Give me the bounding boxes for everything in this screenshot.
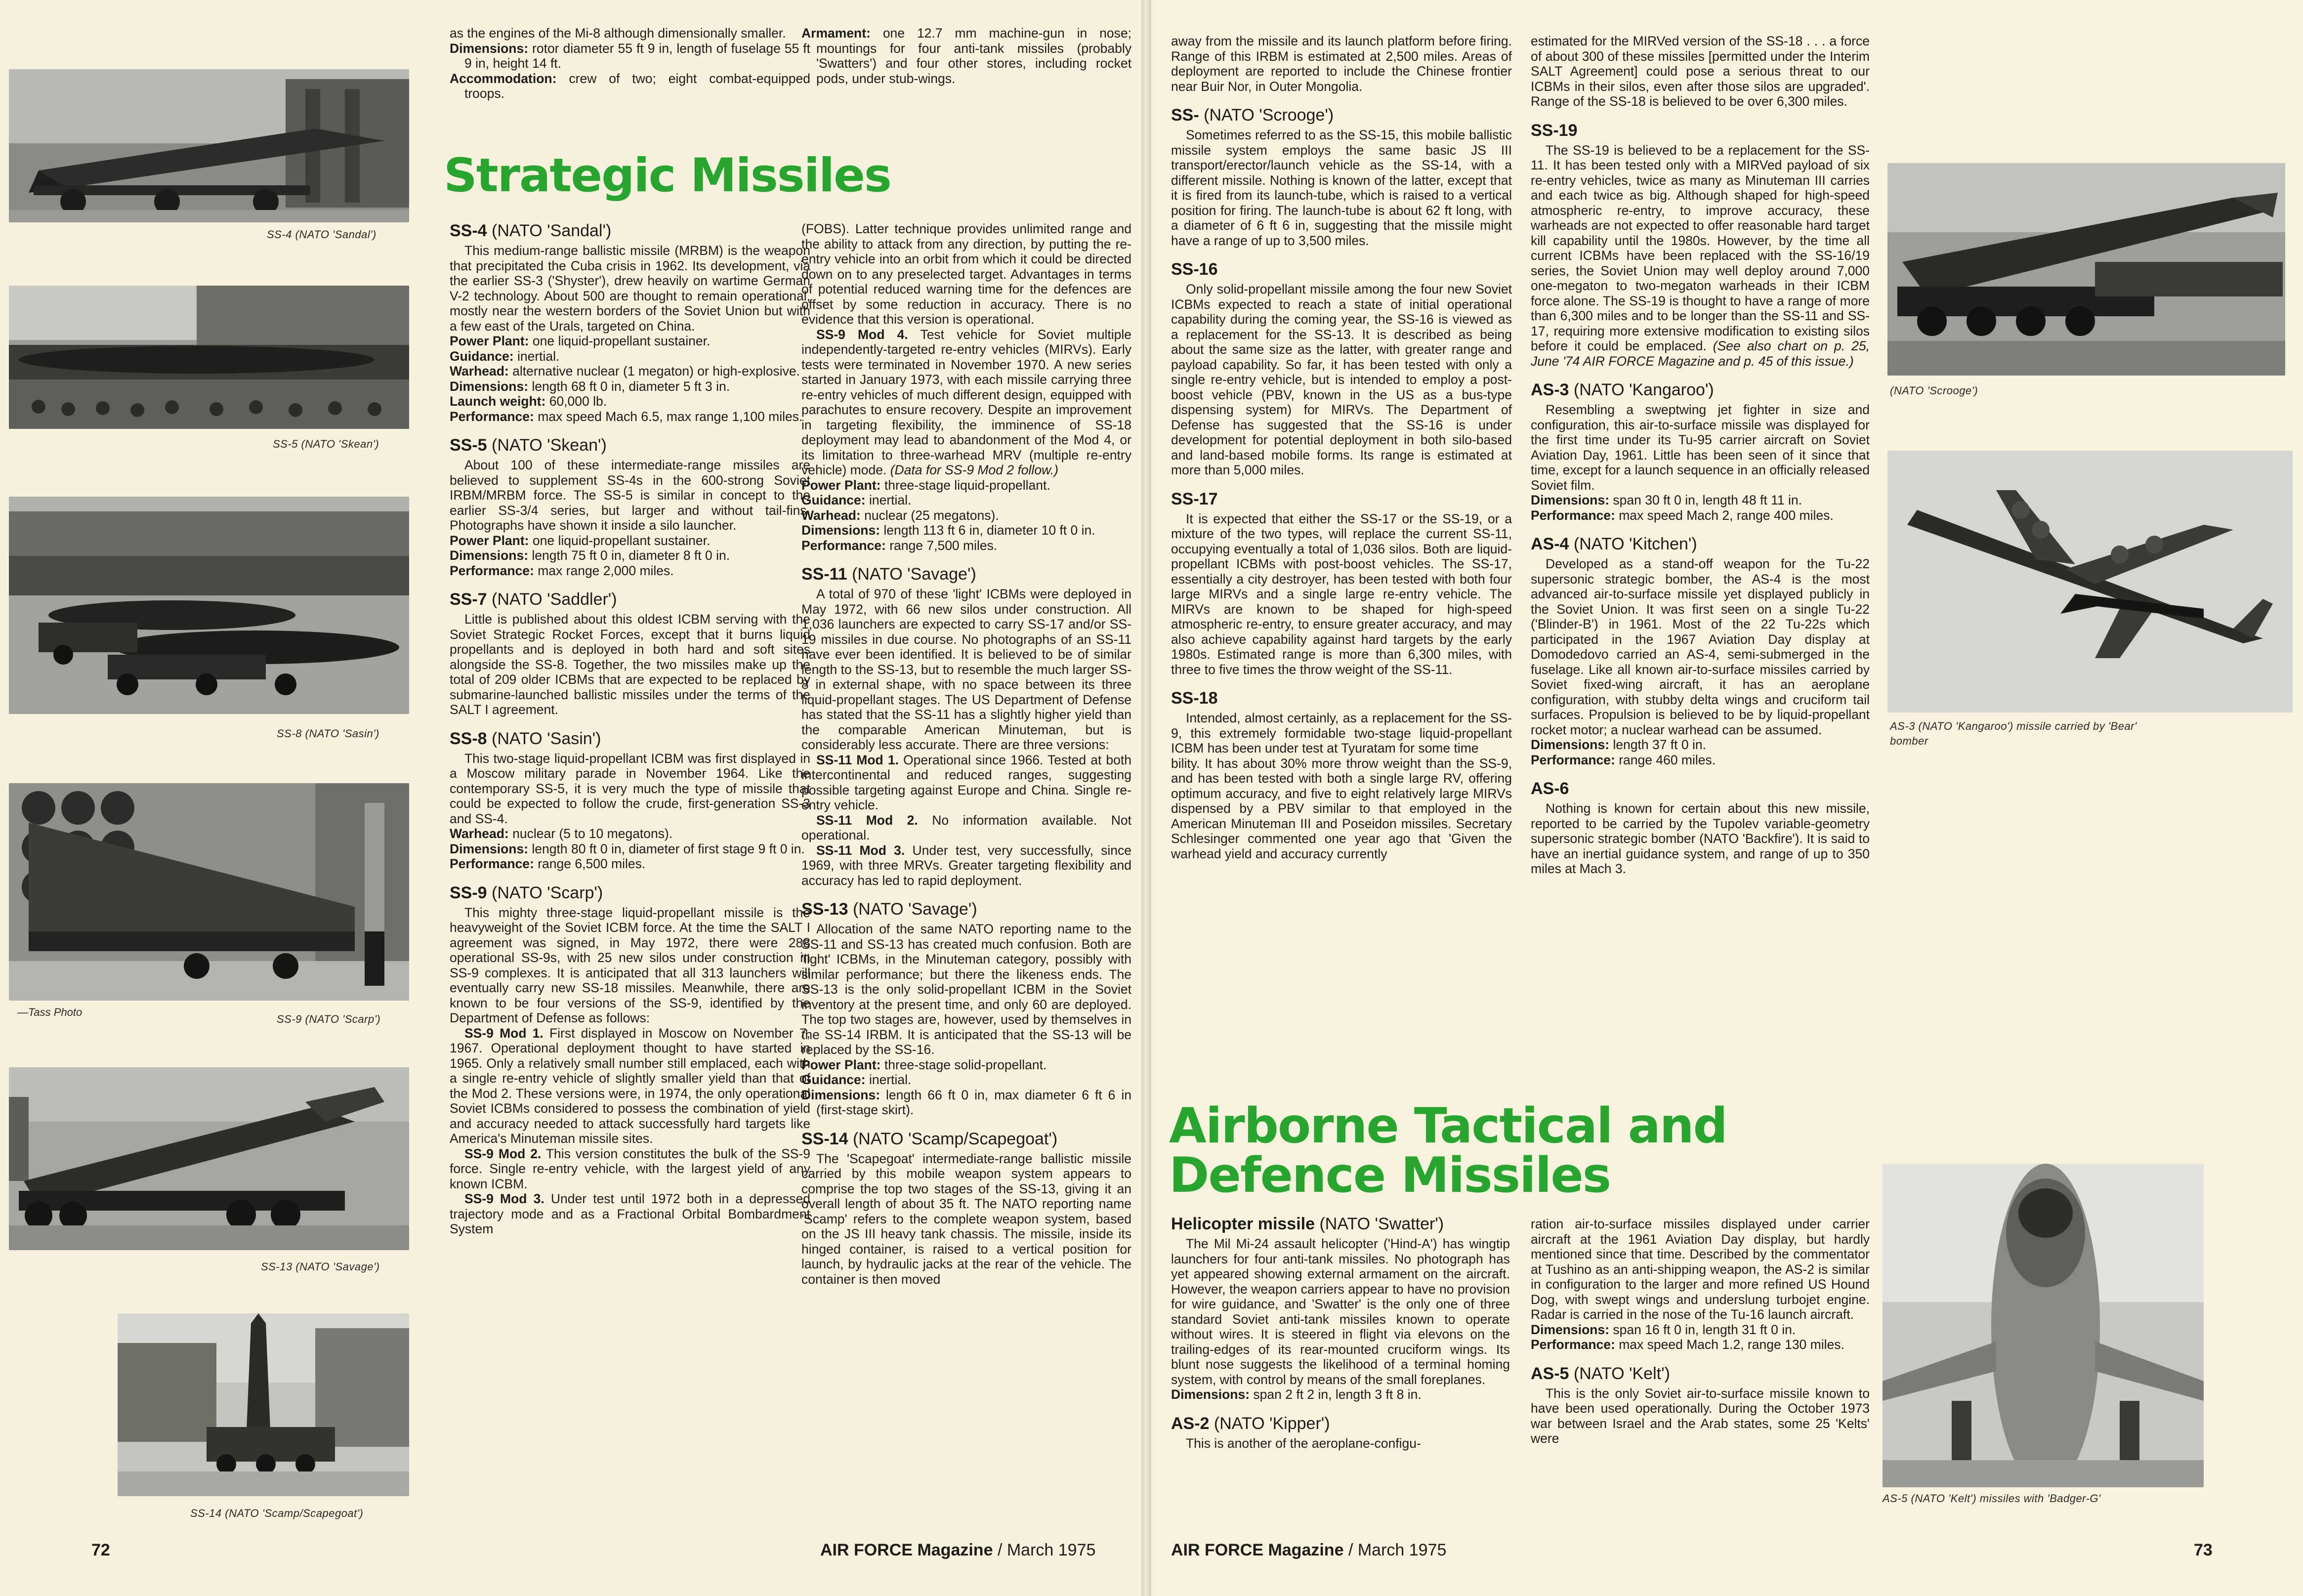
text-block: Intended, almost certainly, as a replacement for the SS-9, this extremely formidable two-stage liquid-propellant ICBM has been under test at Tyuratam for some time: [1171, 711, 1512, 756]
spec-line: Guidance: inertial.: [450, 348, 560, 364]
text-block: A total of 970 of these 'light' ICBMs were deployed in May 1972, with 66 new silos under construction. All 1,036 launchers are expected to carry SS-17 and/or SS-19 missiles in due course. No photographs of an SS-11 have ever been identified. It is believed to be of similar length to the SS-13, but to resemble the much larger SS-8 in external shape, with no space between its three liquid-propellant stages. The US Department of Defense has stated that the SS-11 has a slightly higher yield than the comparable American Minuteman, but is considerably less accurate. There are three versions:: [801, 587, 1131, 752]
text-block: Little is published about this oldest ICBM serving with the Soviet Strategic Rocket Forces, except that it burns liquid propellants and is deployed in both hard and soft sites alongside the SS-8. Together, the two missiles make up the total of 209 older ICBMs that are expected to be replaced by submarine-launched ballistic missiles under the terms of the SALT I agreement.: [450, 612, 810, 717]
spec-line: Dimensions: length 80 ft 0 in, diameter of first stage 9 ft 0 in.: [450, 841, 805, 856]
heading-as6: AS-6: [1531, 779, 1569, 798]
text-block: Allocation of the same NATO reporting name to the SS-11 and SS-13 has created much confusion. Both are 'light' ICBMs, in the Minuteman category, possibly with similar performance; but there the likeness ends. The SS-13 is the only solid-propellant ICBM in the Soviet inventory at the present time, and only 60 are deployed. The top two stages are, however, used by themselves in the SS-14 IRBM. It is anticipated that the SS-13 will be replaced by the SS-16.: [801, 922, 1131, 1057]
spec-line: Performance: range 6,500 miles.: [450, 856, 646, 871]
spec-line: Performance: range 7,500 miles.: [801, 538, 998, 553]
text-block: estimated for the MIRVed version of the SS-18 . . . a force of about 300 of these missiles [permitted under the Interim SALT Agreement] could pose a serious threat to our ICBMs in their silos, even after those silos are upgraded'. Range of the SS-18 is believed to be over 6,300 miles.: [1531, 34, 1870, 109]
text-block: Resembling a sweptwing jet fighter in size and configuration, this air-to-surface missile was displayed for the first time under its Tu-95 carrier aircraft on Soviet Aviation Day, 1961. Little has been seen of it since that time, except for a launch sequence in an officially released Soviet film.: [1531, 402, 1870, 493]
right-bottom-column-1: [1171, 1215, 1510, 1451]
section-title-line-1: Airborne Tactical and: [1169, 1098, 1727, 1154]
heading-ss11: SS-11 (NATO 'Savage'): [801, 565, 976, 584]
heading-as2: AS-2 (NATO 'Kipper'): [1171, 1414, 1330, 1433]
text-block: Sometimes referred to as the SS-15, this mobile ballistic missile system employs the same basic JS III transport/erector/launch vehicle as the SS-14, with a different missile. Nothing is known of the latter, except that it is fired from its launch-tube, which is raised to a vertical position for firing. The launch-tube is about 62 ft long, with a diameter of 6 ft 6 in, suggesting that the missile might have a range of up to 3,500 miles.: [1171, 127, 1512, 248]
heading-ss14: SS-14 (NATO 'Scamp/Scapegoat'): [801, 1129, 1058, 1148]
text-block: Nothing is known for certain about this new missile, reported to be carried by the Tupolev variable-geometry supersonic strategic bomber (NATO 'Backfire'). It is said to have an inertial guidance system, and range of up to 350 miles at Mach 3.: [1531, 801, 1870, 876]
heading-ss9: SS-9 (NATO 'Scarp'): [450, 883, 603, 902]
caption-ss9: SS-9 (NATO 'Scarp'): [277, 1013, 381, 1025]
spec-line: Power Plant: one liquid-propellant sustainer.: [450, 334, 711, 348]
caption-scrooge: (NATO 'Scrooge'): [1890, 384, 1978, 397]
heading-as5: AS-5 (NATO 'Kelt'): [1531, 1364, 1670, 1383]
text-block: (FOBS). Latter technique provides unlimited range and the ability to attack from any direction, by putting the re-entry vehicle into an orbit from which it could be directed down on to any preselected target. Advantages in terms of potential reduced warning time for the defences are offset by some reduction in accuracy. There is no evidence that this version is operational.: [801, 221, 1131, 327]
section-title-strategic: Strategic Missiles: [444, 149, 891, 203]
photo-ss9: [9, 783, 409, 1001]
caption-ss8: SS-8 (NATO 'Sasin'): [277, 727, 379, 740]
page-number-left: 72: [91, 1541, 110, 1559]
spec-line: Guidance: inertial.: [801, 1072, 912, 1087]
heading-ss16: SS-16: [1171, 260, 1218, 279]
heading-helicopter-missile: Helicopter missile (NATO 'Swatter'): [1171, 1215, 1444, 1233]
photo-ss4: [9, 69, 409, 222]
right-text-column-1: [1171, 34, 1512, 861]
photo-ss8: [9, 497, 409, 714]
right-text-column-2: [1531, 34, 1870, 877]
spec-line: Performance: max speed Mach 2, range 400 miles.: [1531, 507, 1834, 523]
text-block: The Mil Mi-24 assault helicopter ('Hind-A') has wingtip launchers for four anti-tank missiles. No photograph has yet appeared showing external armament on the aircraft. However, the weapon carriers appear to have no provision for wire guidance, and 'Swatter' is the only one of three standard Soviet anti-tank missiles known to operate without wires. It is steered in flight via elevons on the trailing-edges of its rear-mounted cruciform wings. Its blunt nose suggests the likelihood of a terminal homing system, with control by means of the small foreplanes.: [1171, 1236, 1510, 1387]
left-page: [0, 0, 1141, 1596]
text-block: This medium-range ballistic missile (MRBM) is the weapon that precipitated the Cuba crisis in 1962. Its development, via the earlier SS-3 ('Shyster'), drew heavily on wartime German V-2 technology. About 500 are thought to remain operational, mostly near the western borders of the Soviet Union but with a few east of the Urals, targeted on China.: [450, 243, 810, 334]
caption-ss14: SS-14 (NATO 'Scamp/Scapegoat'): [190, 1507, 364, 1519]
spec-line: Launch weight: 60,000 lb.: [450, 394, 607, 409]
right-page: [1151, 0, 2303, 1596]
left-text-column-3-body: [801, 221, 1131, 1287]
page-number-right: 73: [2194, 1541, 2213, 1559]
left-text-column-3: [801, 26, 1131, 86]
mod-paragraph: SS-9 Mod 3. Under test until 1972 both in a depressed trajectory mode and as a Fractional Orbital Bombardment System: [450, 1191, 810, 1236]
text-block: The 'Scapegoat' intermediate-range ballistic missile carried by this mobile weapon system appears to comprise the top two stages of the SS-13, giving it an overall length of about 35 ft. The NATO reporting name 'Scamp' refers to the complete weapon system, based on the JS III heavy tank chassis. The missile, inside its hinged container, is raised to a vertical position for launch, by hydraulic jacks at the rear of the vehicle. The container is then moved: [801, 1151, 1131, 1287]
text-block: This is the only Soviet air-to-surface missile known to have been used operationally. During the October 1973 war between Israel and the Arab states, some 25 'Kelts' were: [1531, 1386, 1870, 1446]
text-block: This two-stage liquid-propellant ICBM was first displayed in a Moscow military parade in November 1964. Like the contemporary SS-5, it is very much the type of missile that could be expected to follow the crude, first-generation SS-3 and SS-4.: [450, 751, 810, 826]
spec-line: Armament: one 12.7 mm machine-gun in nose; mountings for four anti-tank missiles (probably 'Swatters') and four other stores, including rocket pods, under stub-wings.: [801, 26, 1131, 86]
left-text-column-2-body: [450, 221, 810, 1237]
spec-line: Warhead: nuclear (5 to 10 megatons).: [450, 826, 673, 841]
caption-kelt: AS-5 (NATO 'Kelt') missiles with 'Badger-G': [1883, 1492, 2101, 1505]
heading-ss18: SS-18: [1171, 689, 1218, 708]
text-block: About 100 of these intermediate-range missiles are believed to supplement SS-4s in the 600-strong Soviet IRBM/MRBM force. The SS-5 is similar in concept to the earlier SS-3/4 series, but larger and without tail-fins. Photographs have shown it inside a silo launcher.: [450, 458, 810, 533]
spec-line: Warhead: alternative nuclear (1 megaton) or high-explosive.: [450, 364, 800, 378]
spec-line: Dimensions: span 16 ft 0 in, length 31 ft 0 in.: [1531, 1322, 1796, 1337]
spec-line: Dimensions: span 30 ft 0 in, length 48 ft 11 in.: [1531, 493, 1802, 507]
text-block: bility. It has about 30% more throw weight than the SS-9, and has been tested with both a single large RV, offering optimum accuracy, and five to eight relatively large MIRVs dispensed by a PBV similar to that employed in the American Minuteman III and Poseidon missiles. Secretary Schlesinger commented one year ago that 'Given the warhead yield and accuracy currently: [1171, 756, 1512, 861]
photo-kangaroo: [1887, 451, 2293, 713]
mod-paragraph: SS-11 Mod 3. Under test, very successfully, since 1969, with three MRVs. Greater targeting flexibility and accuracy has led to rapid deployment.: [801, 842, 1131, 888]
photo-ss5: [9, 286, 409, 429]
heading-as4: AS-4 (NATO 'Kitchen'): [1531, 535, 1697, 553]
spec-line: Dimensions: length 113 ft 6 in, diameter 10 ft 0 in.: [801, 523, 1095, 538]
spec-line: Dimensions: length 37 ft 0 in.: [1531, 737, 1706, 752]
photo-ss13: [9, 1067, 409, 1250]
mod-paragraph: SS-9 Mod 2. This version constitutes the bulk of the SS-9 force. Single re-entry vehicle, with the largest yield of any known ICBM.: [450, 1146, 810, 1191]
spec-line: Accommodation: crew of two; eight combat-equipped troops.: [450, 71, 810, 101]
text-block: The SS-19 is believed to be a replacement for the SS-11. It has been tested only with a MIRVed payload of six re-entry vehicles, twice as many as Minuteman III carries and each twice as big. Although shaped for high-speed atmospheric re-entry, to improve accuracy, these warheads are not expected to offer reasonable hard target kill capability until the 1980s. However, by the time all current ICBMs have been replaced with the SS-16/19 series, the Soviet Union may well deploy around 7,000 one-megaton to two-megaton warheads in their ICBM force alone. The SS-19 is thought to have a range of more than 6,300 miles and to be longer than the SS-11 and SS-17, requiring more extensive modification to existing silos before it could be emplaced. (See also chart on p. 25, June '74 AIR FORCE Magazine and p. 45 of this issue.): [1531, 142, 1870, 369]
spec-line: Warhead: nuclear (25 megatons).: [801, 507, 999, 523]
heading-ss-scrooge: SS- (NATO 'Scrooge'): [1171, 106, 1334, 125]
section-title-airborne: [1169, 1098, 1727, 1204]
footer-right: AIR FORCE Magazine / March 1975: [1171, 1541, 1447, 1559]
text-block: This mighty three-stage liquid-propellant missile is the heavyweight of the Soviet ICBM force. At the time the SALT I agreement was signed, in May 1972, there were 288 operational SS-9s, with 25 new silos under construction in SS-9 complexes. It is anticipated that all 313 launchers will eventually carry new SS-18 missiles. Meanwhile, there are known to be four versions of the SS-9, identified by the Department of Defense as follows:: [450, 905, 810, 1025]
spec-line: Dimensions: span 2 ft 2 in, length 3 ft 8 in.: [1171, 1387, 1422, 1402]
heading-ss8: SS-8 (NATO 'Sasin'): [450, 729, 601, 748]
caption-ss5: SS-5 (NATO 'Skean'): [273, 438, 379, 450]
mod-paragraph: SS-9 Mod 1. First displayed in Moscow on November 7, 1967. Operational deployment thought to have started in 1965. Only a relatively small number still emplaced, each with a single re-entry vehicle of slightly smaller yield than that of the Mod 2. These versions were, in 1974, the only operational Soviet ICBMs considered to possess the combination of yield and accuracy needed to attack successfully hard targets like America's Minuteman missile sites.: [450, 1025, 810, 1146]
spec-line: Performance: max speed Mach 6.5, max range 1,100 miles.: [450, 409, 803, 424]
text-block: This is another of the aeroplane-configu-: [1186, 1435, 1421, 1451]
caption-ss13: SS-13 (NATO 'Savage'): [261, 1260, 380, 1273]
spec-line: Power Plant: three-stage liquid-propellant.: [801, 477, 1050, 493]
text-block: ration air-to-surface missiles displayed under carrier aircraft at the 1961 Aviation Day display, but hardly mentioned since that time. Described by the commentator at Tushino as an anti-shipping weapon, the AS-2 is similar in configuration to the larger and more refined US Hound Dog, with swept wings and underslung turbojet engine. Radar is carried in the nose of the Tu-16 launch aircraft.: [1531, 1217, 1870, 1322]
spec-line: Performance: max range 2,000 miles.: [450, 563, 674, 578]
photo-credit: —Tass Photo: [17, 1006, 83, 1018]
heading-ss19: SS-19: [1531, 121, 1578, 140]
heading-ss5: SS-5 (NATO 'Skean'): [450, 436, 607, 455]
spec-line: Dimensions: length 75 ft 0 in, diameter 8 ft 0 in.: [450, 548, 730, 563]
photo-ss14: [118, 1313, 409, 1496]
footer-left: AIR FORCE Magazine / March 1975: [820, 1541, 1096, 1559]
spec-line: Power Plant: one liquid-propellant sustainer.: [450, 533, 711, 548]
right-bottom-column-2: [1531, 1217, 1870, 1446]
heading-ss4: SS-4 (NATO 'Sandal'): [450, 221, 612, 240]
spec-line: Guidance: inertial.: [801, 493, 912, 507]
caption-ss4: SS-4 (NATO 'Sandal'): [267, 228, 377, 241]
mod-paragraph: SS-9 Mod 4. Test vehicle for Soviet multiple independently-targeted re-entry vehicles (MIRVs). Early tests were terminated in November 1970. A new series started in January 1973, with each missile carrying three re-entry vehicles of much different design, equipped with parachutes to ensure recovery. Despite an improvement in targeting flexibility, the imminence of SS-18 deployment may lead to abandonment of the Mod 4, or its limitation to three-warhead MRV (multiple re-entry vehicle) mode. (Data for SS-9 Mod 2 follow.): [801, 327, 1131, 477]
text-block: away from the missile and its launch platform before firing. Range of this IRBM is estimated at 2,500 miles. Areas of deployment are reported to include the Chinese frontier near Buir Nor, in Outer Mongolia.: [1171, 34, 1512, 94]
heading-ss13: SS-13 (NATO 'Savage'): [801, 900, 977, 919]
text-block: Developed as a stand-off weapon for the Tu-22 supersonic strategic bomber, the AS-4 is the most advanced air-to-surface missile yet displayed publicly in the Soviet Union. It was first seen on a single Tu-22 ('Blinder-B') in 1961. Most of the 22 Tu-22s which participated in the 1967 Aviation Day display at Domodedovo carried an AS-4, semi-submerged in the fuselage. Like all known air-to-surface missiles carried by Soviet fixed-wing aircraft, it has an aeroplane configuration, with stubby delta wings and cruciform tail surfaces. Propulsion is believed to be by liquid-propellant rocket motor; a nuclear warhead can be assumed.: [1531, 556, 1870, 737]
text-block: It is expected that either the SS-17 or the SS-19, or a mixture of the two types, will replace the current SS-11, occupying eventually a total of 1,036 silos. Both are liquid-propellant ICBMs with post-boost vehicles. The SS-17, essentially a city destroyer, has been tested with both four large MIRVs and a single large re-entry vehicle. The MIRVs are known to be shaped for high-speed atmospheric re-entry, to ensure greater accuracy, and may also achieve capability against hard targets by the early 1980s. Estimated range is more than 6,300 miles, with three to five times the throw weight of the SS-11.: [1171, 511, 1512, 677]
heading-as3: AS-3 (NATO 'Kangaroo'): [1531, 380, 1714, 399]
caption-kangaroo: AS-3 (NATO 'Kangaroo') missile carried by 'Bear' bomber: [1890, 720, 2137, 747]
heading-ss7: SS-7 (NATO 'Saddler'): [450, 590, 617, 609]
spec-line: Performance: max speed Mach 1.2, range 130 miles.: [1531, 1337, 1844, 1352]
photo-scrooge: [1887, 163, 2285, 376]
photo-kelt: [1883, 1164, 2204, 1487]
spec-line: Dimensions: rotor diameter 55 ft 9 in, length of fuselage 55 ft 9 in, height 14 ft.: [450, 41, 810, 71]
left-text-column-2: [450, 26, 810, 101]
spec-line: Performance: range 460 miles.: [1531, 752, 1716, 767]
heading-ss17: SS-17: [1171, 489, 1218, 508]
text-block: as the engines of the Mi-8 although dimensionally smaller.: [450, 26, 786, 41]
mod-paragraph: SS-11 Mod 1. Operational since 1966. Tested at both intercontinental and reduced ranges, suggesting possible targeting against Europe and China. Single re-entry vehicle.: [801, 752, 1131, 812]
gutter: [1141, 0, 1151, 1596]
section-title-line-2: Defence Missiles: [1169, 1147, 1611, 1204]
text-block: Only solid-propellant missile among the four new Soviet ICBMs expected to reach a state of initial operational capability during the coming year, the SS-16 is viewed as a replacement for the SS-13. It is described as being about the same size as the latter, with greater range and payload capability. So far, it has been tested with only a single re-entry vehicle, but is intended to employ a post-boost vehicle (PBV, known in the US as a bus-type dispensing system) for MIRVs. The Department of Defense has suggested that the SS-16 is under development for potential deployment in both silo-based and land-based mobile forms. Its range is estimated at more than 5,000 miles.: [1171, 282, 1512, 477]
mod-paragraph: SS-11 Mod 2. No information available. Not operational.: [801, 812, 1131, 842]
spec-line: Power Plant: three-stage solid-propellant.: [801, 1057, 1047, 1072]
spec-line: Dimensions: length 68 ft 0 in, diameter 5 ft 3 in.: [450, 378, 730, 394]
spec-line: Dimensions: length 66 ft 0 in, max diameter 6 ft 6 in (first-stage skirt).: [801, 1087, 1131, 1117]
